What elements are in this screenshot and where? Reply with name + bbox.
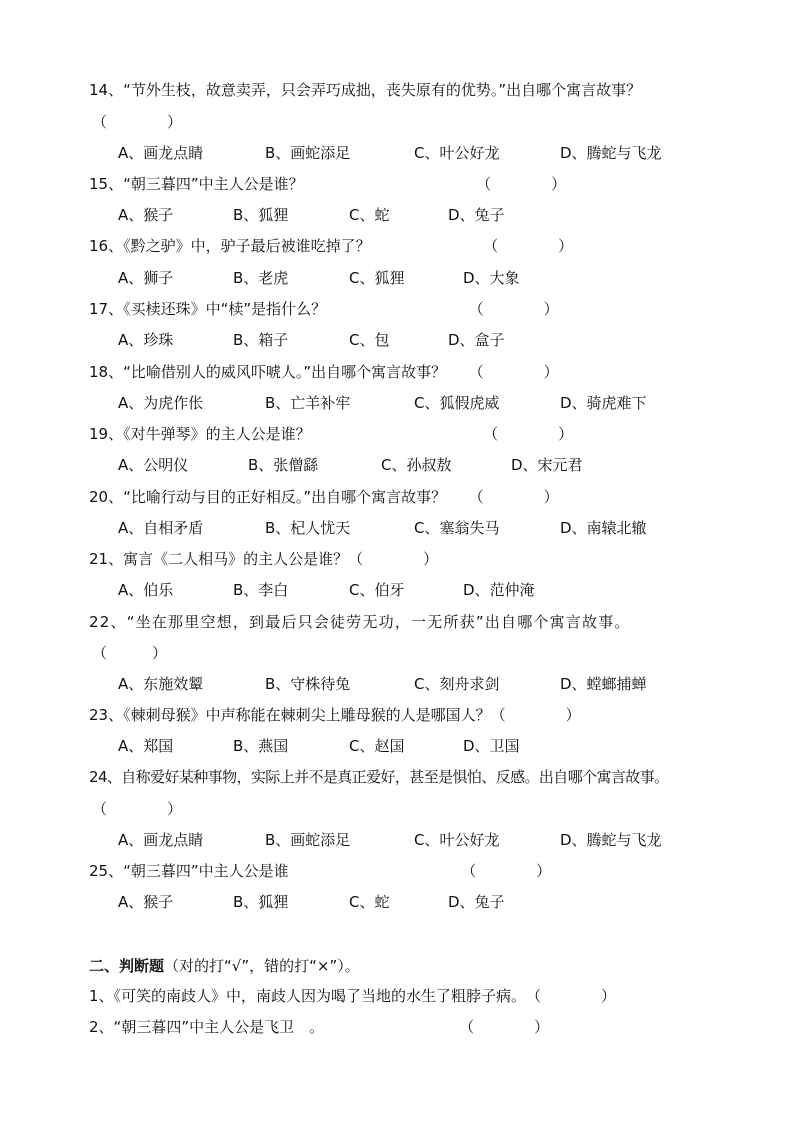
option-a[interactable]: A、狮子 bbox=[118, 269, 174, 287]
option-b[interactable]: B、老虎 bbox=[233, 269, 289, 287]
option-b[interactable]: B、画蛇添足 bbox=[265, 144, 351, 162]
option-c[interactable]: C、刻舟求剑 bbox=[414, 675, 500, 693]
option-b[interactable]: B、李白 bbox=[233, 581, 289, 599]
option-c[interactable]: C、叶公好龙 bbox=[414, 144, 500, 162]
option-b[interactable]: B、狐狸 bbox=[233, 206, 289, 224]
option-a[interactable]: A、东施效颦 bbox=[118, 675, 204, 693]
option-a[interactable]: A、为虎作伥 bbox=[118, 394, 204, 412]
option-c[interactable]: C、狐狸 bbox=[349, 269, 405, 287]
question-23: 23、《棘刺母猴》中声称能在棘刺尖上雕母猴的人是哪国人？（ ） bbox=[89, 706, 581, 724]
question-21: 21、寓言《二人相马》的主人公是谁？（ ） bbox=[89, 550, 439, 568]
answer-blank-22[interactable]: （ ） bbox=[92, 644, 168, 662]
option-c[interactable]: C、赵国 bbox=[349, 737, 405, 755]
question-20: 20、“比喻行动与目的正好相反。”出自哪个寓言故事？ （ ） bbox=[89, 488, 559, 506]
option-a[interactable]: A、画龙点睛 bbox=[118, 144, 204, 162]
option-d[interactable]: D、兔子 bbox=[448, 893, 505, 911]
option-a[interactable]: A、郑国 bbox=[118, 737, 174, 755]
option-b[interactable]: B、守株待兔 bbox=[265, 675, 351, 693]
option-c[interactable]: C、塞翁失马 bbox=[414, 519, 500, 537]
option-d[interactable]: D、腾蛇与飞龙 bbox=[560, 144, 662, 162]
answer-blank-24[interactable]: （ ） bbox=[92, 800, 183, 818]
option-d[interactable]: D、螳螂捕蝉 bbox=[560, 675, 647, 693]
option-a[interactable]: A、自相矛盾 bbox=[118, 519, 204, 537]
option-c[interactable]: C、蛇 bbox=[349, 206, 390, 224]
option-a[interactable]: A、伯乐 bbox=[118, 581, 174, 599]
option-d[interactable]: D、腾蛇与飞龙 bbox=[560, 831, 662, 849]
option-d[interactable]: D、卫国 bbox=[463, 737, 520, 755]
option-d[interactable]: D、骑虎难下 bbox=[560, 394, 647, 412]
question-14: 14、“节外生枝，故意卖弄，只会弄巧成拙，丧失原有的优势。”出自哪个寓言故事？ bbox=[89, 81, 642, 99]
option-b[interactable]: B、狐狸 bbox=[233, 893, 289, 911]
option-a[interactable]: A、猴子 bbox=[118, 206, 174, 224]
option-b[interactable]: B、燕国 bbox=[233, 737, 289, 755]
judgment-item-2: 2、“朝三暮四”中主人公是飞卫 。 （ ） bbox=[89, 1018, 550, 1036]
option-c[interactable]: C、蛇 bbox=[349, 893, 390, 911]
option-d[interactable]: D、大象 bbox=[463, 269, 520, 287]
option-b[interactable]: B、张僧繇 bbox=[248, 456, 319, 474]
option-b[interactable]: B、箱子 bbox=[233, 331, 289, 349]
option-d[interactable]: D、宋元君 bbox=[511, 456, 583, 474]
question-16: 16、《黔之驴》中，驴子最后被谁吃掉了？ （ ） bbox=[89, 237, 574, 255]
option-c[interactable]: C、伯牙 bbox=[349, 581, 405, 599]
section-2-header bbox=[89, 956, 360, 976]
option-d[interactable]: D、南辕北辙 bbox=[560, 519, 647, 537]
option-c[interactable]: C、包 bbox=[349, 331, 390, 349]
question-19: 19、《对牛弹琴》的主人公是谁？ （ ） bbox=[89, 425, 574, 443]
option-d[interactable]: D、盒子 bbox=[448, 331, 505, 349]
question-24: 24、自称爱好某种事物，实际上并不是真正爱好，甚至是惧怕、反感。出自哪个寓言故事。 bbox=[89, 768, 669, 786]
option-a[interactable]: A、公明仪 bbox=[118, 456, 189, 474]
option-a[interactable]: A、猴子 bbox=[118, 893, 174, 911]
section-2-instruction: （对的打“√”，错的打“×”）。 bbox=[164, 957, 360, 975]
answer-blank-14[interactable]: （ ） bbox=[92, 113, 183, 131]
option-c[interactable]: C、孙叔敖 bbox=[381, 456, 452, 474]
section-2-heading: 二、判断题 bbox=[89, 957, 165, 975]
question-15: 15、“朝三暮四”中主人公是谁？ （ ） bbox=[89, 175, 567, 193]
option-c[interactable]: C、狐假虎威 bbox=[414, 394, 500, 412]
option-a[interactable]: A、珍珠 bbox=[118, 331, 174, 349]
question-17: 17、《买椟还珠》中“椟”是指什么？ （ ） bbox=[89, 300, 559, 318]
option-d[interactable]: D、范仲淹 bbox=[463, 581, 535, 599]
option-c[interactable]: C、叶公好龙 bbox=[414, 831, 500, 849]
question-22: 22、“坐在那里空想，到最后只会徒劳无功，一无所获”出自哪个寓言故事。 bbox=[89, 613, 631, 631]
question-25: 25、“朝三暮四”中主人公是谁 （ ） bbox=[89, 862, 552, 880]
option-b[interactable]: B、杞人忧天 bbox=[265, 519, 351, 537]
question-18: 18、“比喻借别人的威风吓唬人。”出自哪个寓言故事？ （ ） bbox=[89, 363, 559, 381]
option-b[interactable]: B、画蛇添足 bbox=[265, 831, 351, 849]
option-b[interactable]: B、亡羊补牢 bbox=[265, 394, 351, 412]
option-a[interactable]: A、画龙点睛 bbox=[118, 831, 204, 849]
judgment-item-1: 1、《可笑的南歧人》中，南歧人因为喝了当地的水生了粗脖子病。 （ ） bbox=[89, 987, 617, 1005]
option-d[interactable]: D、兔子 bbox=[448, 206, 505, 224]
